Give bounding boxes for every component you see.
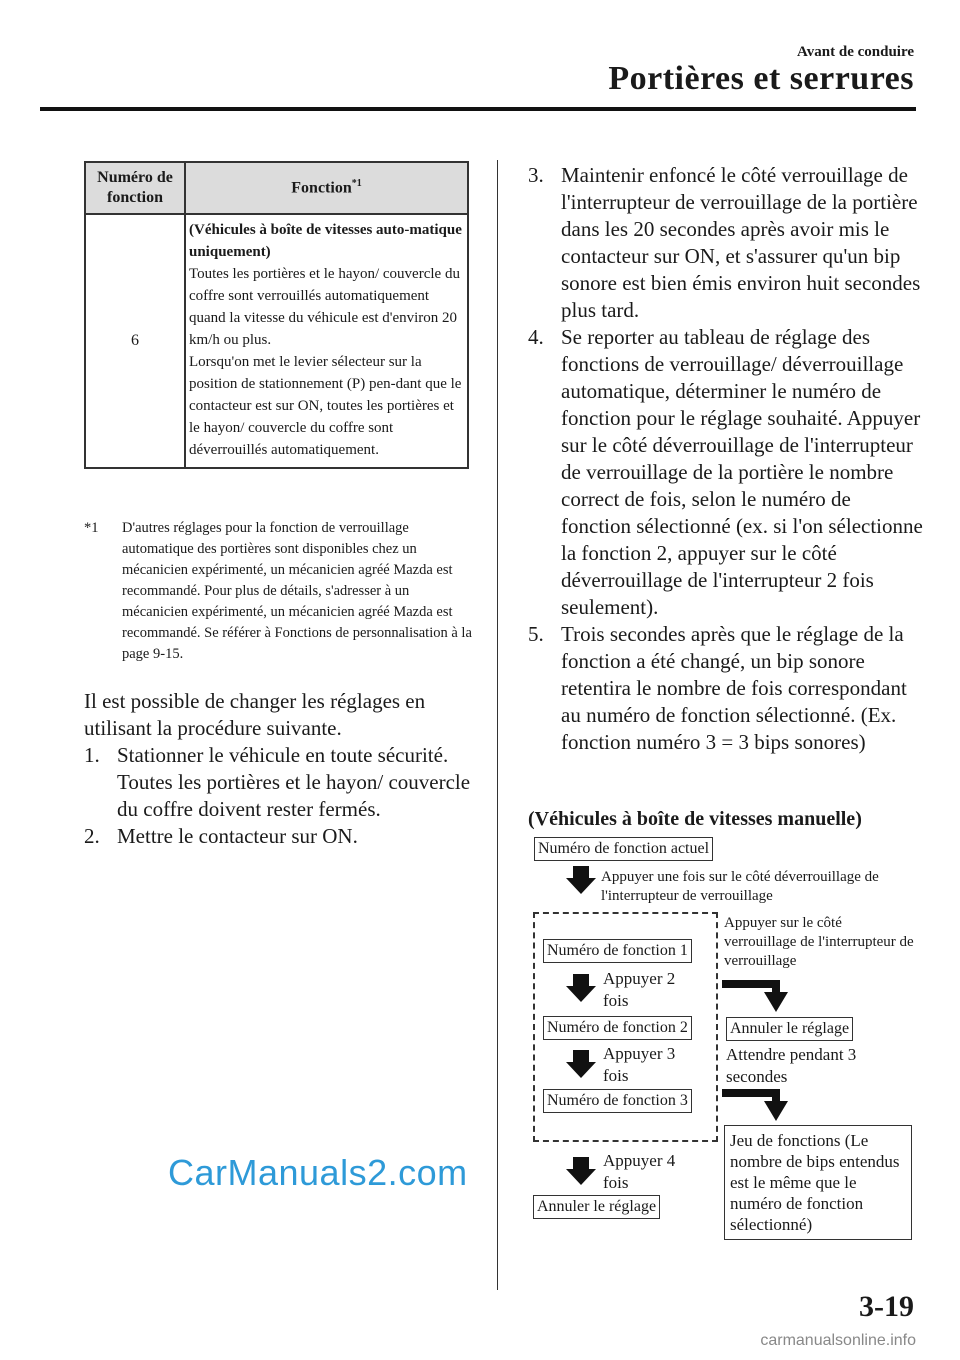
page-title: Portières et serrures: [608, 60, 914, 97]
arrow-right-down-icon: [722, 978, 802, 1014]
step-number: 2.: [84, 824, 100, 848]
intro-paragraph: Il est possible de changer les réglages en utilisant la procédure suivante.: [84, 689, 426, 740]
step-number: 3.: [528, 163, 544, 187]
step-number: 1.: [84, 743, 100, 767]
press-once-text: Appuyer une fois sur le côté déverrouillage de l'interrupteur de verrouillage: [601, 869, 879, 904]
function-text-2: Lorsqu'on met le levier sélecteur sur la position de stationnement (P) pen-dant que le contacteur est sur ON, toutes les portières et le hayon/ couvercle du coffre sont déverrouillés automatiquement.: [189, 354, 462, 458]
arrow-down-icon: [566, 1050, 596, 1078]
step-text: Se reporter au tableau de réglage des fonctions de verrouillage/ déverrouillage automatique, déterminer le numéro de fonction pour le réglage souhaité. Appuyer sur le côté déverrouillage de l'interrupteur de verrouillage de la portière le nombre correct de fois, selon le numéro de fonction sélectionné (ex. si l'on sélectionne la fonction 2, appuyer sur le côté déverrouillage de l'interrupteur 2 fois seulement).: [561, 325, 923, 619]
arrow-right-down-icon: [722, 1087, 802, 1123]
column-divider: [497, 160, 498, 1290]
cancel-setting-box-left: Annuler le réglage: [533, 1195, 660, 1219]
function-number: 6: [85, 214, 185, 468]
function-description: [185, 214, 468, 468]
function-text-1: Toutes les portières et le hayon/ couvercle du coffre sont verrouillés automatiquement quand la vitesse du véhicule est d'environ 20 km/h ou plus.: [189, 266, 460, 348]
press-lock-text: Appuyer sur le côté verrouillage de l'interrupteur de verrouillage: [724, 915, 914, 969]
table-row: [85, 214, 468, 468]
function-3-box: Numéro de fonction 3: [543, 1089, 692, 1113]
footnote-ref: *1: [351, 178, 362, 190]
press-4-text: Appuyer 4 fois: [603, 1151, 676, 1192]
steps-list-left: [84, 742, 474, 850]
wait-text: Attendre pendant 3 secondes: [726, 1045, 857, 1086]
step-text: Stationner le véhicule en toute sécurité. Toutes les portières et le hayon/ couvercle du coffre doivent rester fermés.: [117, 743, 471, 821]
manual-transmission-heading: (Véhicules à boîte de vitesses manuelle): [528, 808, 862, 830]
list-item: [528, 621, 923, 756]
result-box: Jeu de fonctions (Le nombre de bips entendus est le même que le numéro de fonction sélectionné): [724, 1125, 912, 1240]
arrow-down-icon: [566, 1157, 596, 1185]
arrow-down-icon: [566, 866, 596, 894]
function-condition: (Véhicules à boîte de vitesses auto-matique uniquement): [189, 222, 462, 260]
list-item: [528, 162, 923, 324]
steps-list-right: [528, 162, 923, 756]
function-1-box: Numéro de fonction 1: [543, 939, 692, 963]
footnote: [84, 518, 472, 665]
watermark: CarManuals2.com: [168, 1152, 468, 1193]
table-header-function: [185, 162, 468, 214]
list-item: [528, 324, 923, 621]
step-text: Mettre le contacteur sur ON.: [117, 824, 358, 848]
press-3-text: Appuyer 3 fois: [603, 1044, 676, 1085]
arrow-down-icon: [566, 974, 596, 1002]
function-header-label: Fonction: [291, 179, 352, 197]
list-item: [84, 823, 474, 850]
function-2-box: Numéro de fonction 2: [543, 1016, 692, 1040]
header-rule: [40, 107, 916, 111]
step-text: Trois secondes après que le réglage de la fonction a été changé, un bip sonore retentira le nombre de fois correspondant au numéro de fonction sélectionné. (Ex. fonction numéro 3 = 3 bips sonores): [561, 622, 907, 754]
list-item: [84, 742, 474, 823]
footnote-text: D'autres réglages pour la fonction de verrouillage automatique des portières sont disponibles chez un mécanicien expérimenté, un mécanicien agréé Mazda est recommandé. Pour plus de détails, s'adresser à un mécanicien expérimenté, un mécanicien agréé Mazda est recommandé. Se référer à Fonctions de personnalisation à la page 9-15.: [122, 520, 472, 662]
function-table: [84, 161, 469, 469]
section-title: Avant de conduire: [797, 44, 914, 60]
footnote-mark: *1: [84, 520, 99, 536]
current-function-box: Numéro de fonction actuel: [534, 837, 713, 861]
step-number: 4.: [528, 325, 544, 349]
table-header-number: Numéro de fonction: [85, 162, 185, 214]
page-number: 3-19: [859, 1290, 914, 1323]
cancel-setting-box-right: Annuler le réglage: [726, 1017, 853, 1041]
press-2-text: Appuyer 2 fois: [603, 969, 676, 1010]
site-footer: carmanualsonline.info: [760, 1332, 916, 1349]
step-text: Maintenir enfoncé le côté verrouillage de l'interrupteur de verrouillage de la portière dans les 20 secondes après avoir mis le contacteur sur ON, et s'assurer qu'un bip sonore est bien émis environ huit secondes plus tard.: [561, 163, 921, 322]
step-number: 5.: [528, 622, 544, 646]
